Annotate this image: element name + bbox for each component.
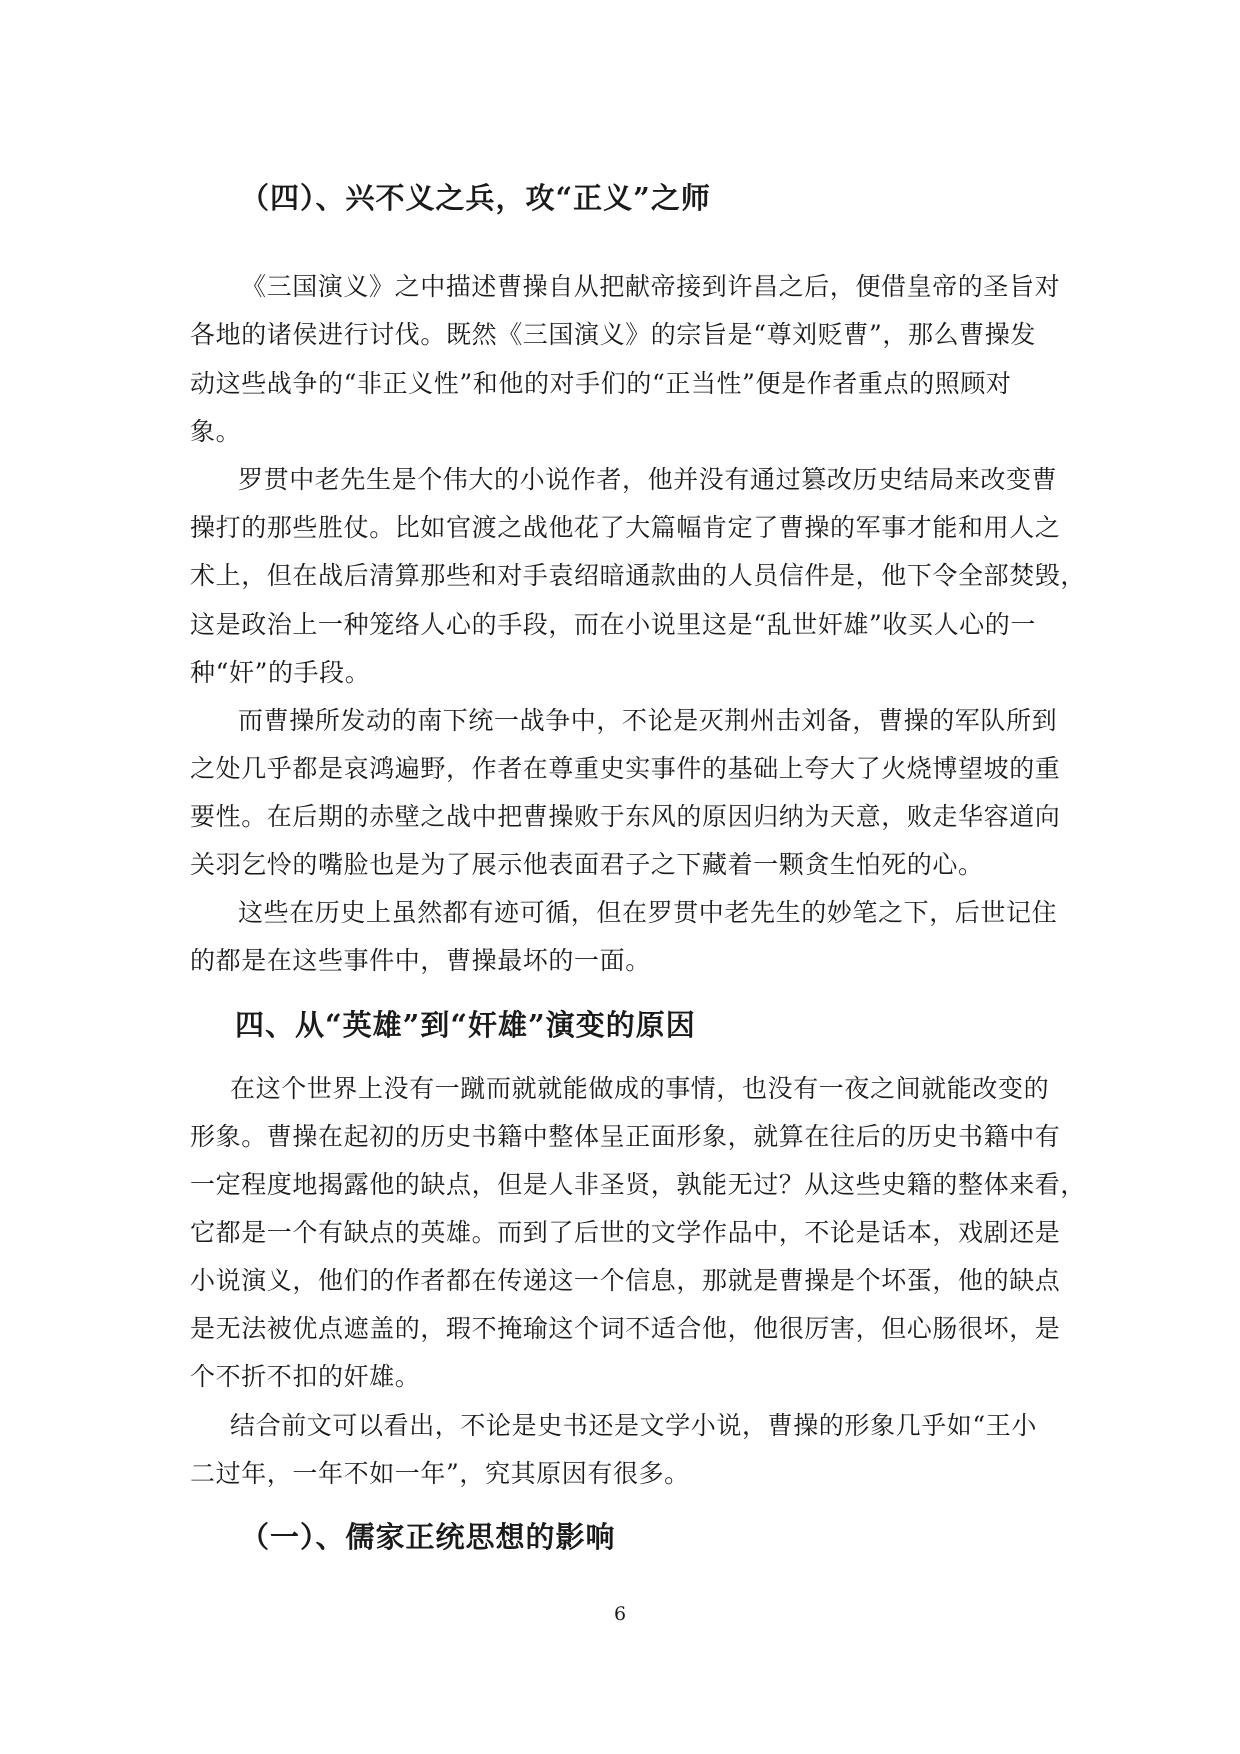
paragraph-line: 《三国演义》之中描述曹操自从把献帝接到许昌之后，便借皇帝的圣旨对 [241,272,1061,301]
paragraph-line: 种“奸”的手段。 [190,658,371,687]
paragraph-line: 它都是一个有缺点的英雄。而到了后世的文学作品中，不论是话本，戏剧还是 [190,1218,1061,1247]
paragraph-line: 象。 [190,417,242,446]
paragraph-line: 之处几乎都是哀鸿遍野，作者在尊重史实事件的基础上夸大了火烧博望坡的重 [190,754,1061,783]
section-heading-4: 四、从“英雄”到“奸雄”演变的原因 [235,1008,696,1042]
paragraph-line: 这是政治上一种笼络人心的手段，而在小说里这是“乱世奸雄”收买人心的一 [190,610,1036,639]
page-number: 6 [613,1603,627,1625]
paragraph-line: 结合前文可以看出，不论是史书还是文学小说，曹操的形象几乎如“王小 [230,1411,1037,1440]
subsection-heading-4: （四）、兴不义之兵，攻“正义”之师 [240,181,711,215]
paragraph-line: 一定程度地揭露他的缺点，但是人非圣贤，孰能无过？从这些史籍的整体来看， [190,1170,1087,1199]
paragraph-line: 在这个世界上没有一蹴而就就能做成的事情，也没有一夜之间就能改变的 [230,1074,1050,1103]
paragraph-line: 这些在历史上虽然都有迹可循，但在罗贯中老先生的妙笔之下，后世记住 [238,898,1058,927]
paragraph-line: 动这些战争的“非正义性”和他的对手们的“正当性”便是作者重点的照顾对 [190,369,1012,398]
subsection-heading-1: （一）、儒家正统思想的影响 [240,1520,616,1554]
paragraph-line: 各地的诸侯进行讨伐。既然《三国演义》的宗旨是“尊刘贬曹”，那么曹操发 [190,320,1036,349]
paragraph-line: 的都是在这些事件中，曹操最坏的一面。 [190,946,651,975]
paragraph-line: 操打的那些胜仗。比如官渡之战他花了大篇幅肯定了曹操的军事才能和用人之 [190,513,1061,542]
paragraph-line: 要性。在后期的赤壁之战中把曹操败于东风的原因归纳为天意，败走华容道向 [190,802,1061,831]
paragraph-line: 而曹操所发动的南下统一战争中，不论是灭荆州击刘备，曹操的军队所到 [238,706,1058,735]
paragraph-line: 小说演义，他们的作者都在传递这一个信息，那就是曹操是个坏蛋，他的缺点 [190,1266,1061,1295]
paragraph-line: 是无法被优点遮盖的，瑕不掩瑜这个词不适合他，他很厉害，但心肠很坏，是 [190,1314,1061,1343]
paragraph-line: 二过年，一年不如一年”，究其原因有很多。 [190,1459,690,1488]
paragraph-line: 形象。曹操在起初的历史书籍中整体呈正面形象，就算在往后的历史书籍中有 [190,1122,1061,1151]
paragraph-line: 罗贯中老先生是个伟大的小说作者，他并没有通过篡改历史结局来改变曹 [238,465,1058,494]
paragraph-line: 关羽乞怜的嘴脸也是为了展示他表面君子之下藏着一颗贪生怕死的心。 [190,850,984,879]
paragraph-line: 术上，但在战后清算那些和对手袁绍暗通款曲的人员信件是，他下令全部焚毁， [190,561,1087,590]
paragraph-line: 个不折不扣的奸雄。 [190,1362,421,1391]
